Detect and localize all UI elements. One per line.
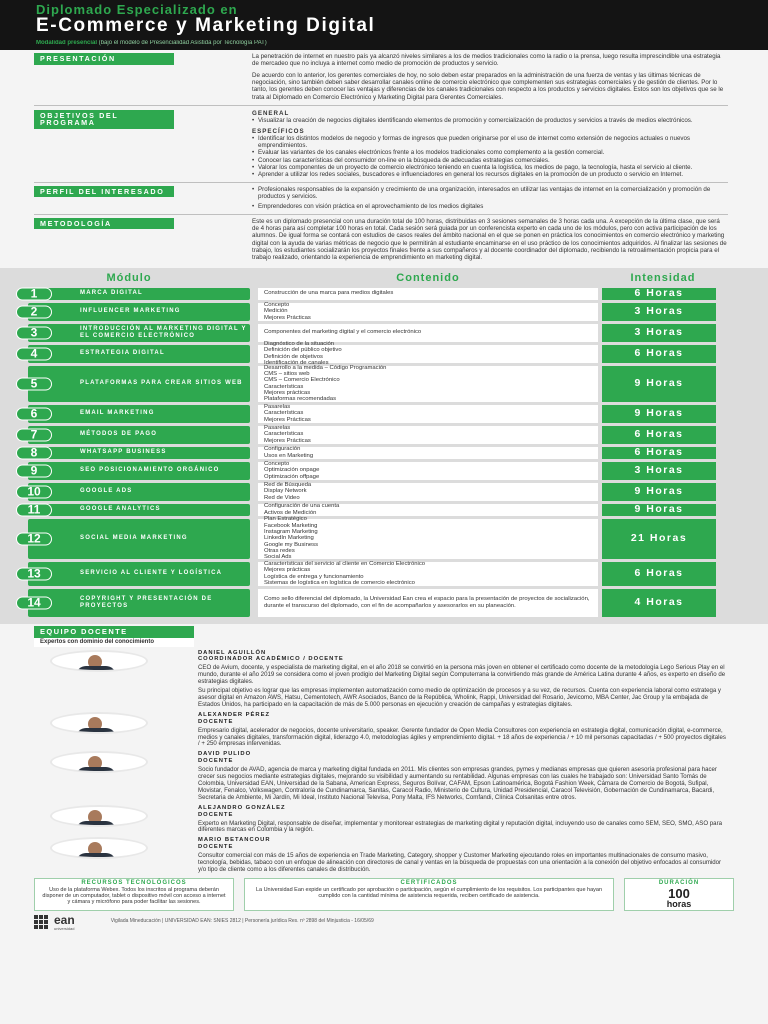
module-number: 1 bbox=[16, 287, 52, 300]
paragraph: De acuerdo con lo anterior, los gerentes comerciales de hoy, no solo deben estar preparados en la administración de una fuerza de ventas y las últimas técnicas de negociación, sino también deben saber desarrollar canales online de comercio electrónico que complementen sus estrategias comerciales y de gestión de clientes. Por lo tanto, los gerentes deben conocer las ventajas y diferencias de los canales tradicionales con respecto a los productos y servicios digitales. Estos son los objetivos que se le trata al Diplomado en Comercio Electrónico y Marketing Digital para Gerentes Comerciales. bbox=[252, 71, 724, 101]
module-row bbox=[0, 303, 768, 321]
logo-text: ean bbox=[54, 912, 75, 927]
faculty-list bbox=[0, 650, 768, 874]
avatar bbox=[50, 751, 148, 773]
divider bbox=[34, 182, 728, 183]
module-content bbox=[258, 589, 598, 617]
module-content bbox=[258, 462, 598, 480]
modality-detail: (bajo el modelo de Presencialidad Asistida por Tecnología PAT) bbox=[98, 40, 267, 46]
module-content bbox=[258, 303, 598, 321]
duracion-box bbox=[624, 878, 734, 911]
faculty-role: DOCENTE bbox=[198, 718, 234, 725]
certificados-box bbox=[244, 878, 614, 911]
module-content bbox=[258, 516, 598, 561]
module-content-item: CMS – sitios web bbox=[264, 370, 310, 377]
divider bbox=[34, 214, 728, 215]
module-name: PLATAFORMAS PARA CREAR SITIOS WEB bbox=[28, 366, 250, 402]
box-title: CERTIFICADOS bbox=[400, 879, 458, 886]
module-content bbox=[258, 447, 598, 459]
module-content-item: Mejores prácticas bbox=[264, 389, 311, 396]
list-item: • Conocer las características del consumidor on-line en la búsqueda de adecuadas estrategias comerciales. bbox=[252, 157, 728, 164]
box-title: DURACIÓN bbox=[658, 879, 700, 886]
equipo-header bbox=[0, 624, 768, 647]
list-item: • Evaluar las variantes de los canales electrónicos frente a los modelos tradicionales como complemento a la gestión comercial. bbox=[252, 149, 728, 156]
faculty-bio: Empresario digital, acelerador de negocios, docente universitario, speaker. Gerente fundador de Open Media Consultores con experiencia en estrategia digital, comunicación digital, e-commerce, medios y canales digitales, transformación digital, liderazgo 4.0, metodologías ágiles y emprendimiento digital. + 18 años de experiencia / + 10 mil personas capacitadas / + 500 proyectos digitales / + 250 empresas intervenidas. bbox=[198, 726, 726, 748]
module-content-item: CMS – Comercio Electrónico bbox=[264, 377, 340, 384]
divider bbox=[34, 105, 728, 106]
module-hours: 3 Horas bbox=[602, 303, 716, 321]
module-content bbox=[258, 562, 598, 586]
module-cell bbox=[0, 483, 258, 501]
module-hours: 9 Horas bbox=[602, 504, 716, 516]
module-name: SERVICIO AL CLIENTE Y LOGÍSTICA bbox=[28, 562, 250, 586]
footer bbox=[0, 911, 768, 934]
module-hours: 4 Horas bbox=[602, 589, 716, 617]
module-name: EMAIL MARKETING bbox=[28, 405, 250, 423]
col-content: Contenido bbox=[396, 272, 460, 285]
list-item: • Profesionales responsables de la expansión y crecimiento de una organización, interesados en utilizar las ventajas de internet en la comercialización y promoción de productos y servicios. bbox=[252, 186, 728, 201]
module-cell bbox=[0, 405, 258, 423]
module-number: 8 bbox=[16, 446, 52, 459]
module-number: 7 bbox=[16, 428, 52, 441]
list-item: • Visualizar la creación de negocios digitales identificando elementos de promoción y comercialización de productos y servicios a través de medios electrónicos. bbox=[252, 117, 728, 124]
module-hours: 9 Horas bbox=[602, 483, 716, 501]
modality-label: Modalidad presencial bbox=[36, 40, 98, 46]
module-number: 5 bbox=[16, 377, 52, 390]
section-label: PRESENTACIÓN bbox=[34, 53, 174, 65]
avatar bbox=[50, 805, 148, 827]
recursos-box bbox=[34, 878, 234, 911]
module-content-item: Como sello diferencial del diplomado, la Universidad Ean crea el espacio para la presentación de proyectos de socialización, durante el transcurso del diplomado, con el fin de acompañarlos y asesorarlos en su planeación. bbox=[264, 596, 590, 609]
header-subtitle: Diplomado Especializado en bbox=[36, 2, 238, 17]
avatar bbox=[50, 712, 148, 734]
module-content-item: Social Ads bbox=[264, 554, 292, 561]
module-content-item: Diagnóstico de la situación bbox=[264, 340, 335, 347]
section-sublabel: Expertos con dominio del conocimiento bbox=[34, 638, 194, 647]
avatar bbox=[50, 837, 148, 859]
module-hours: 9 Horas bbox=[602, 366, 716, 402]
subheading: ESPECÍFICOS bbox=[252, 127, 305, 135]
section-presentacion bbox=[0, 53, 768, 105]
duration-unit: horas bbox=[666, 898, 692, 909]
section-metodologia bbox=[0, 218, 768, 266]
module-hours: 21 Horas bbox=[602, 519, 716, 559]
module-content-item: Mejores Prácticas bbox=[264, 416, 311, 423]
module-content-item: Mejores Prácticas bbox=[264, 314, 311, 321]
module-hours: 3 Horas bbox=[602, 324, 716, 342]
module-content-item: Display Network bbox=[264, 488, 307, 495]
module-content-item: Otras redes bbox=[264, 547, 295, 554]
module-content-item: Logística de entrega y funcionamiento bbox=[264, 573, 364, 580]
module-content-item: Google my Business bbox=[264, 541, 319, 548]
module-name: MARCA DIGITAL bbox=[28, 288, 250, 300]
paragraph: Este es un diplomado presencial con una duración total de 100 horas, distribuidas en 3 sesiones semanales de 3 horas cada una. A excepción de la última clase, que será de 4 horas para así completar 100 horas en total. Cada sesión será guiada por un conferencista experto en cada uno de los módulos, pero con activa participación de los alumnos. De igual forma se contará con estudios de casos reales del ámbito nacional en el que se ponen en práctica los conocimientos en comercio electrónico y marketing digital con la ayuda de varias métricas de negocio que le permitirán al estudiante encaminarse en el uso práctico de los conocimientos adquiridos. Al finalizar las sesiones de trabajo, los estudiantes socializarán los proyectos finales frente a sus compañeros y al docente coordinador del diplomado, recibiendo la retroalimentación propicia para el trabajo realizado, orientando la experiencia de emprendimiento en marketing digital. bbox=[252, 217, 727, 262]
module-hours: 6 Horas bbox=[602, 562, 716, 586]
module-content-item: Características bbox=[264, 410, 304, 417]
module-hours: 6 Horas bbox=[602, 447, 716, 459]
module-hours: 9 Horas bbox=[602, 405, 716, 423]
module-content-item: Características bbox=[264, 431, 304, 438]
module-content-item: Optimización onpage bbox=[264, 467, 320, 474]
module-name: ESTRATEGIA DIGITAL bbox=[28, 345, 250, 363]
module-row bbox=[0, 426, 768, 444]
modules-header bbox=[0, 270, 768, 288]
list-item: • Valorar los componentes de un proyecto de comercio electrónico teniendo en cuenta la logística, los medios de pago, la tecnología, hasta el servicio al cliente. bbox=[252, 164, 728, 171]
module-row bbox=[0, 589, 768, 617]
box-text: La Universidad Ean expide un certificado por aprobación o participación, según el cumplimiento de los requisitos. Los participantes que hayan cumplido con la cantidad mínima de asistencia requerida, reciben certificado de asistencia. bbox=[255, 886, 603, 899]
module-row bbox=[0, 483, 768, 501]
module-name: INTRODUCCIÓN AL MARKETING DIGITAL Y EL COMERCIO ELECTRÓNICO bbox=[28, 324, 250, 342]
module-cell bbox=[0, 366, 258, 402]
module-content-item: Características bbox=[264, 383, 304, 390]
faculty-name: ALEJANDRO GONZÁLEZ bbox=[198, 804, 286, 811]
module-content-item: Configuración bbox=[264, 446, 301, 453]
module-name: MÉTODOS DE PAGO bbox=[28, 426, 250, 444]
list-item: • Aprender a utilizar los redes sociales, buscadores e influenciadores en general los recursos digitales en la promoción de un producto o servicio en Internet. bbox=[252, 171, 728, 178]
module-content bbox=[258, 426, 598, 444]
footer-text: Vigilada Mineducación | UNIVERSIDAD EAN: SNIES 2812 | Personería jurídica Res. nº 2898 del Minjusticia - 16/05/69 bbox=[110, 918, 374, 925]
faculty-profile bbox=[0, 751, 768, 801]
faculty-role: DOCENTE bbox=[198, 844, 234, 851]
module-row bbox=[0, 516, 768, 561]
module-row bbox=[0, 562, 768, 586]
module-row bbox=[0, 447, 768, 459]
module-content-item: Activos de Medición bbox=[264, 509, 317, 516]
col-intensity: Intensidad bbox=[630, 272, 696, 285]
module-number: 10 bbox=[16, 485, 52, 498]
module-content bbox=[258, 366, 598, 402]
module-content-item: Definición del público objetivo bbox=[264, 347, 342, 354]
faculty-profile bbox=[0, 712, 768, 749]
module-content-item: Red de Búsqueda bbox=[264, 482, 312, 489]
faculty-profile bbox=[0, 805, 768, 835]
section-perfil bbox=[0, 186, 768, 211]
module-content-item: Configuración de una cuenta bbox=[264, 503, 340, 510]
module-content-item: LinkedIn Marketing bbox=[264, 535, 314, 542]
module-content-item: Medición bbox=[264, 308, 288, 315]
module-hours: 6 Horas bbox=[602, 426, 716, 444]
module-number: 9 bbox=[16, 464, 52, 477]
module-cell bbox=[0, 462, 258, 480]
modality bbox=[0, 40, 768, 50]
module-content-item: Concepto bbox=[264, 461, 290, 468]
module-cell bbox=[0, 345, 258, 363]
module-number: 11 bbox=[16, 503, 52, 516]
faculty-role: DOCENTE bbox=[198, 811, 234, 818]
list-item: • Identificar los distintos modelos de negocio y formas de ingresos que pueden originarse por el uso de internet como extensión de negocios actuales o nuevos emprendimientos. bbox=[252, 135, 728, 150]
module-number: 14 bbox=[16, 596, 52, 609]
module-number: 4 bbox=[16, 347, 52, 360]
module-number: 13 bbox=[16, 567, 52, 580]
faculty-bio: Consultor comercial con más de 15 años de experiencia en Trade Marketing, Category, shopper y Customer Marketing ejecutando roles en importantes multinacionales de consumo masivo, tecnología, bebidas, tabaco con un enfoque de alineación con directores de canal y ventas en la búsqueda de propuestas con una orientación a la conexión del objetivo enfocados al consumidor y/o tipo de cliente como a los diferentes canales de distribución. bbox=[198, 852, 722, 873]
faculty-profile bbox=[0, 837, 768, 874]
module-cell bbox=[0, 426, 258, 444]
module-name: GOOGLE ADS bbox=[28, 483, 250, 501]
module-cell bbox=[0, 504, 258, 516]
module-cell bbox=[0, 324, 258, 342]
module-name: COPYRIGHT Y PRESENTACIÓN DE PROYECTOS bbox=[28, 589, 250, 617]
faculty-name: DAVID PULIDO bbox=[198, 751, 252, 758]
module-content bbox=[258, 288, 598, 300]
module-content-item: Pasarelas bbox=[264, 404, 291, 411]
module-row bbox=[0, 288, 768, 300]
module-hours: 6 Horas bbox=[602, 288, 716, 300]
module-content-item: Definición de objetivos bbox=[264, 353, 323, 360]
module-content-item: Identificación de canales bbox=[264, 359, 329, 366]
faculty-bio: CEO de Avium, docente, y especialista de marketing digital, en el año 2018 se convirtió en la persona más joven en obtener el certificado como docente de la metodología Lego Serious Play en el mundo, durante el año 2019 se considera como el joven prodigio del Marketing Digital según Computerrana la convirtiendo más grande de América Latina durante 4 años, es experto en diseño de estrategias digitales. bbox=[198, 664, 726, 686]
faculty-bio: Su principal objetivo es lograr que las empresas implementen automatización como medio de optimización de procesos y a su vez, de recursos. Cuenta con experiencia laboral como estratega y asesor digital en Amazon AWS, Hatsu, Cementotech, AWR Asociados, Banco de la República, Wholink, Rappi, Universidad del Rosario, Jevicomo, MBA Center, Jac Group y la embajada de Estados Unidos, ha participado en la capacitación de más de 5.000 personas en ejecución y creación de campañas y estrategias digitales. bbox=[198, 687, 721, 708]
box-text: Uso de la plataforma Webex. Todos los inscritos al programa deberán disponer de un computador, tablet o dispositivo móvil con acceso a internet y cámara y micrófono para poder facilitar las sesiones. bbox=[42, 886, 226, 905]
module-content bbox=[258, 340, 598, 366]
list-item: • Emprendedores con visión práctica en el aprovechamiento de los medios digitales bbox=[252, 203, 728, 210]
faculty-name: ALEXANDER PÉREZ bbox=[198, 711, 271, 718]
module-content-item: Concepto bbox=[264, 302, 290, 309]
module-content-item: Construcción de una marca para medios digitales bbox=[264, 290, 394, 297]
module-content bbox=[258, 483, 598, 501]
module-row bbox=[0, 366, 768, 402]
module-content-item: Instagram Marketing bbox=[264, 529, 318, 536]
module-content bbox=[258, 504, 598, 516]
faculty-bio: Socio fundador de AVAD, agencia de marca y marketing digital fundada en 2011. Mis clientes son empresas grandes, pymes y medianas empresas que quieren asesoría profesional para hacer crecer sus negocios mediante estrategias digitales, mejorando su visibilidad y aumentando su rentabilidad. Algunas empresas con las cuales he trabajado son: Universidad Santo Tomás de Colombia, Universidad EAN, Universidad de la Sabana, American Express, Seguros Bolívar, CAFAM, Epson Latinoamérica, Bogotá Fashion Week, Cámara de Comercio de Bogotá, Sufipal, Movistar, Fenalco, Volkswagen, Contraloría de Cundinamarca, Sanitas, Caracol Radio, Ministerio de Cultura, Unidad Presidencial, Caracol Televisión, Gobernación de Cundinamarca, Bacardi, Secretaria de Ambiente, Mi Jardín, Mi Ideal, Instituto Nacional Televisa, Pony Malta, IFS Networks, Comfandi, Clínica Colsanitas entre otros. bbox=[198, 766, 717, 801]
module-row bbox=[0, 324, 768, 342]
col-module: Módulo bbox=[106, 272, 152, 285]
module-cell bbox=[0, 303, 258, 321]
module-content-item: Facebook Marketing bbox=[264, 522, 318, 529]
module-content-item: Mejores Prácticas bbox=[264, 437, 311, 444]
module-content-item: Pasarelas bbox=[264, 425, 291, 432]
module-cell bbox=[0, 519, 258, 559]
module-content-item: Usos en Marketing bbox=[264, 452, 314, 459]
faculty-name: MARIO BETANCOUR bbox=[198, 837, 271, 844]
module-content-item: Desarrollo a la medida – Código Programación bbox=[264, 364, 387, 371]
module-name: WHATSAPP BUSINESS bbox=[28, 447, 250, 459]
module-content-item: Plataformas recomendadas bbox=[264, 396, 337, 403]
modules-table bbox=[0, 268, 768, 624]
module-content-item: Optimización offpage bbox=[264, 473, 320, 480]
faculty-name: DANIEL AGUILLÓN bbox=[198, 649, 267, 656]
module-row bbox=[0, 405, 768, 423]
module-hours: 3 Horas bbox=[602, 462, 716, 480]
module-cell bbox=[0, 589, 258, 617]
section-label: PERFIL DEL INTERESADO bbox=[34, 186, 174, 198]
module-row bbox=[0, 504, 768, 516]
module-name: GOOGLE ANALYTICS bbox=[28, 504, 250, 516]
module-number: 2 bbox=[16, 305, 52, 318]
module-row bbox=[0, 462, 768, 480]
module-number: 6 bbox=[16, 407, 52, 420]
module-content-item: Red de Video bbox=[264, 494, 300, 501]
module-content bbox=[258, 324, 598, 342]
module-hours: 6 Horas bbox=[602, 345, 716, 363]
section-objetivos bbox=[0, 110, 768, 179]
module-content-item: Mejores prácticas bbox=[264, 567, 311, 574]
module-name: SOCIAL MEDIA MARKETING bbox=[28, 519, 250, 559]
module-cell bbox=[0, 447, 258, 459]
header-title: E-Commerce y Marketing Digital bbox=[36, 15, 376, 36]
module-content-item: Componentes del marketing digital y el comercio electrónico bbox=[264, 329, 422, 336]
module-name: SEO POSICIONAMIENTO ORGÁNICO bbox=[28, 462, 250, 480]
module-content-item: Características del servicio al cliente en Comercio Electrónico bbox=[264, 560, 426, 567]
module-number: 3 bbox=[16, 326, 52, 339]
duration-number: 100 bbox=[668, 885, 690, 901]
module-row bbox=[0, 340, 768, 366]
section-label: OBJETIVOS DEL PROGRAMA bbox=[34, 110, 174, 129]
modules-rows bbox=[0, 288, 768, 617]
module-cell bbox=[0, 288, 258, 300]
module-name: INFLUENCER MARKETING bbox=[28, 303, 250, 321]
faculty-role: COORDINADOR ACADÉMICO / DOCENTE bbox=[198, 656, 344, 663]
faculty-profile bbox=[0, 650, 768, 709]
bottom-boxes bbox=[0, 878, 768, 911]
section-label: METODOLOGÍA bbox=[34, 218, 174, 230]
header bbox=[0, 0, 768, 40]
faculty-bio: Experto en Marketing Digital, responsable de diseñar, implementar y monitorear estrategias de marketing digital y reputación digital, incluyendo uso de canales como SEM, SEO, SMO, ASO para diferentes marcas en Colombia y la región. bbox=[198, 819, 722, 834]
module-content-item: Plan Estratégico bbox=[264, 516, 307, 523]
module-content-item: Sistemas de logística en logística de comercio electrónico bbox=[264, 579, 415, 586]
module-cell bbox=[0, 562, 258, 586]
section-label: EQUIPO DOCENTE bbox=[34, 626, 194, 638]
module-content bbox=[258, 405, 598, 423]
logo-subtext: universidad bbox=[54, 926, 75, 932]
ean-logo-icon bbox=[34, 915, 48, 929]
subheading: GENERAL bbox=[252, 109, 290, 117]
box-title: RECURSOS TECNOLÓGICOS bbox=[81, 879, 187, 886]
paragraph: La penetración de internet en nuestro país ya alcanzó niveles similares a los de medios tradicionales como la radio o la prensa, luego resulta imprescindible una estrategia de mercadeo que no incluya a internet como medio de promoción de productos y servicio. bbox=[252, 53, 721, 68]
faculty-role: DOCENTE bbox=[198, 758, 234, 765]
avatar bbox=[50, 650, 148, 672]
module-number: 12 bbox=[16, 532, 52, 545]
